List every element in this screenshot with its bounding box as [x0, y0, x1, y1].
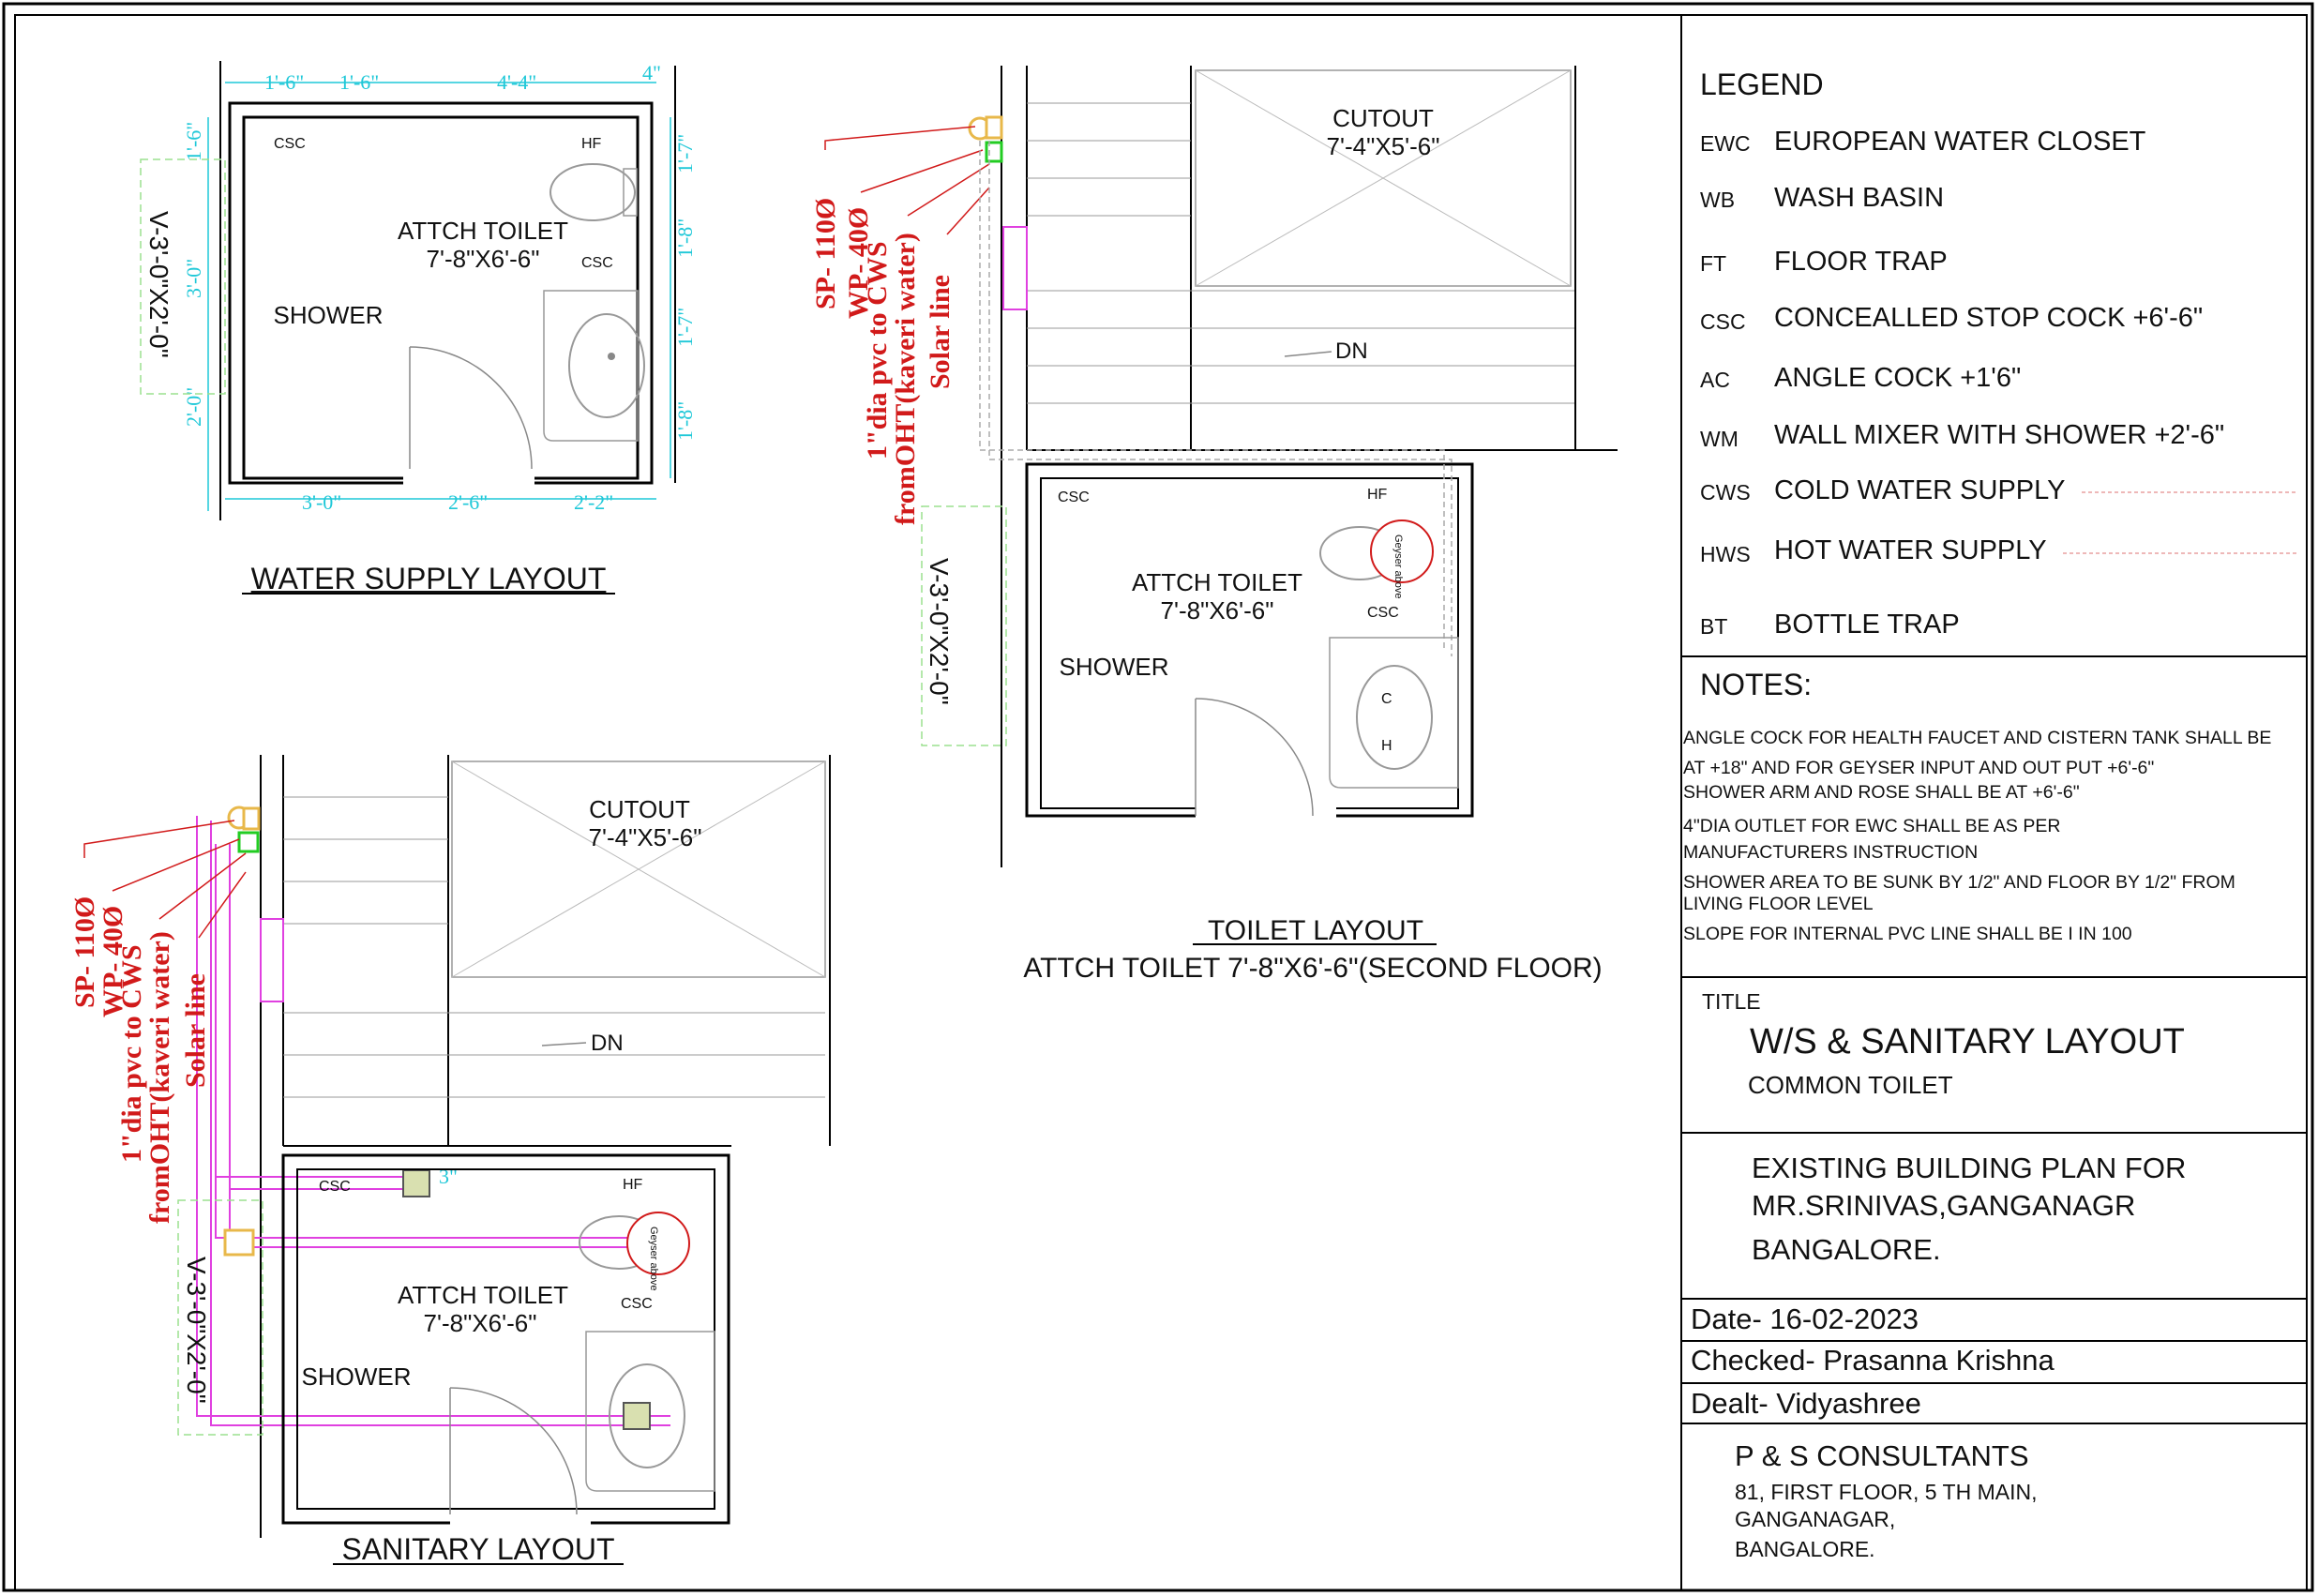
legend-text-wm: WALL MIXER WITH SHOWER +2'-6": [1774, 420, 2225, 450]
sanitary-caption: SANITARY LAYOUT: [341, 1532, 615, 1566]
dn-label: DN: [1335, 339, 1368, 364]
room-label-3: ATTCH TOILET: [397, 1281, 569, 1309]
toilet-layout-plan: [810, 66, 1618, 984]
callout-solar-2: Solar line: [180, 973, 211, 1088]
dim-top-4: 4": [642, 61, 661, 84]
csc-label-3: CSC: [1058, 489, 1090, 505]
dim-right-4: 1'-8": [673, 400, 697, 441]
geyser-label-2: Geyser above: [648, 1227, 659, 1291]
dim-left-1: 1'-6": [182, 121, 205, 161]
csc-label-5: CSC: [319, 1179, 351, 1195]
legend-code-bt: BT: [1700, 614, 1728, 639]
dim-right-1: 1'-7": [673, 133, 697, 173]
callout-solar: Solar line: [925, 275, 956, 389]
dim-bottom-1: 3'-0": [302, 490, 342, 514]
project-line-1: EXISTING BUILDING PLAN FOR: [1752, 1152, 2187, 1184]
hf-label-3: HF: [623, 1177, 643, 1193]
dn-label-2: DN: [591, 1031, 624, 1056]
legend-text-bt: BOTTLE TRAP: [1774, 610, 1960, 640]
legend-heading: LEGEND: [1700, 68, 1824, 101]
trap-dim: 3": [439, 1165, 458, 1188]
firm-address-2: GANGANAGAR,: [1735, 1507, 1896, 1531]
dim-top-1: 1'-6": [264, 70, 305, 94]
callout-oht-2: fromOHT(kaveri water): [144, 931, 175, 1224]
room-label-2: ATTCH TOILET: [1131, 568, 1303, 596]
csc-label-6: CSC: [621, 1296, 653, 1312]
firm-address-1: 81, FIRST FLOOR, 5 TH MAIN,: [1735, 1480, 2038, 1504]
legend-code-ac: AC: [1700, 368, 1730, 392]
csc-label-4: CSC: [1367, 605, 1399, 621]
cutout-size: 7'-4"X5'-6": [1326, 132, 1440, 160]
cutout-label-2: CUTOUT: [589, 795, 690, 823]
dim-top-2: 1'-6": [339, 70, 380, 94]
date-field: Date- 16-02-2023: [1691, 1302, 1919, 1335]
dim-bottom-3: 2'-2": [574, 490, 614, 514]
note-line: 4"DIA OUTLET FOR EWC SHALL BE AS PER: [1683, 816, 2061, 836]
toilet-layout-caption: TOILET LAYOUT: [1207, 915, 1424, 946]
cutout-size-2: 7'-4"X5'-6": [588, 823, 702, 851]
legend-text-ac: ANGLE COCK +1'6": [1774, 363, 2022, 393]
dim-left-2: 3'-0": [182, 258, 205, 298]
note-line: MANUFACTURERS INSTRUCTION: [1683, 842, 1979, 863]
geyser-label: Geyser above: [1392, 535, 1404, 599]
project-line-3: BANGALORE.: [1752, 1233, 1941, 1266]
dealt-field: Dealt- Vidyashree: [1691, 1387, 1921, 1420]
firm-address-3: BANGALORE.: [1735, 1537, 1875, 1561]
note-line: SHOWER AREA TO BE SUNK BY 1/2" AND FLOOR BY 1/2" FROM: [1683, 872, 2235, 893]
sanitary-plan: [69, 755, 830, 1566]
legend-text-ewc: EUROPEAN WATER CLOSET: [1774, 127, 2146, 157]
checked-field: Checked- Prasanna Krishna: [1691, 1344, 2055, 1377]
room-size-2: 7'-8"X6'-6": [1160, 596, 1274, 625]
csc-label: CSC: [274, 136, 306, 152]
legend-code-wm: WM: [1700, 427, 1738, 451]
title-label: TITLE: [1702, 989, 1761, 1014]
room-size-3: 7'-8"X6'-6": [423, 1309, 537, 1337]
hot-tap: H: [1381, 738, 1392, 754]
legend-code-csc: CSC: [1700, 309, 1746, 334]
window-label-3: V-3'-0"X2'-0": [182, 1257, 211, 1404]
note-line: SLOPE FOR INTERNAL PVC LINE SHALL BE I IN 100: [1683, 924, 2132, 944]
legend-text-csc: CONCEALLED STOP COCK +6'-6": [1774, 303, 2204, 333]
dim-right-3: 1'-7": [673, 307, 697, 347]
water-supply-caption: WATER SUPPLY LAYOUT: [250, 562, 607, 595]
legend-text-hws: HOT WATER SUPPLY: [1774, 535, 2047, 565]
hf-label-2: HF: [1367, 487, 1388, 503]
cutout-label: CUTOUT: [1332, 104, 1434, 132]
dim-right-2: 1'-8": [673, 218, 697, 258]
room-size: 7'-8"X6'-6": [426, 245, 540, 273]
callout-pvc-2: 1"dia pvc to CWS: [116, 944, 147, 1163]
note-line: AT +18" AND FOR GEYSER INPUT AND OUT PUT +6'-6": [1683, 758, 2155, 778]
callout-sp-2: SP- 110Ø: [69, 896, 100, 1008]
hf-label: HF: [581, 136, 602, 152]
callout-sp: SP- 110Ø: [810, 197, 841, 309]
cold-tap: C: [1381, 691, 1392, 707]
shower-label: SHOWER: [273, 301, 384, 329]
legend-text-cws: COLD WATER SUPPLY: [1774, 475, 2066, 505]
callout-oht: fromOHT(kaveri water): [890, 233, 921, 525]
drawing-title: W/S & SANITARY LAYOUT: [1750, 1022, 2185, 1061]
legend-code-ewc: EWC: [1700, 131, 1751, 156]
legend-code-cws: CWS: [1700, 480, 1751, 504]
callout-wp-2: WP- 40Ø: [98, 905, 128, 1017]
callout-wp: WP- 40Ø: [843, 206, 874, 319]
legend-code-ft: FT: [1700, 251, 1727, 276]
csc-label-2: CSC: [581, 255, 613, 271]
callout-pvc: 1"dia pvc to CWS: [862, 241, 893, 459]
note-line: SHOWER ARM AND ROSE SHALL BE AT +6'-6": [1683, 782, 2080, 803]
water-supply-plan: [141, 61, 697, 595]
legend-code-hws: HWS: [1700, 542, 1751, 566]
legend-text-wb: WASH BASIN: [1774, 183, 1945, 213]
note-line: ANGLE COCK FOR HEALTH FAUCET AND CISTERN TANK SHALL BE: [1683, 728, 2272, 748]
dim-top-3: 4'-4": [497, 70, 537, 94]
window-label: V-3'-0"X2'-0": [144, 211, 173, 358]
window-label-2: V-3'-0"X2'-0": [925, 558, 954, 705]
project-line-2: MR.SRINIVAS,GANGANAGR: [1752, 1189, 2136, 1222]
toilet-layout-caption-2: ATTCH TOILET 7'-8"X6'-6"(SECOND FLOOR): [1023, 953, 1603, 984]
drawing-subtitle: COMMON TOILET: [1748, 1071, 1953, 1099]
dim-left-3: 2'-0": [182, 386, 205, 427]
legend-code-wb: WB: [1700, 188, 1736, 212]
dim-bottom-2: 2'-6": [448, 490, 489, 514]
shower-label-3: SHOWER: [301, 1363, 412, 1391]
notes-heading: NOTES:: [1700, 668, 1813, 701]
shower-label-2: SHOWER: [1059, 653, 1169, 681]
legend-text-ft: FLOOR TRAP: [1774, 247, 1948, 277]
firm-name: P & S CONSULTANTS: [1735, 1439, 2029, 1472]
room-label: ATTCH TOILET: [397, 217, 569, 245]
note-line: LIVING FLOOR LEVEL: [1683, 894, 1874, 914]
